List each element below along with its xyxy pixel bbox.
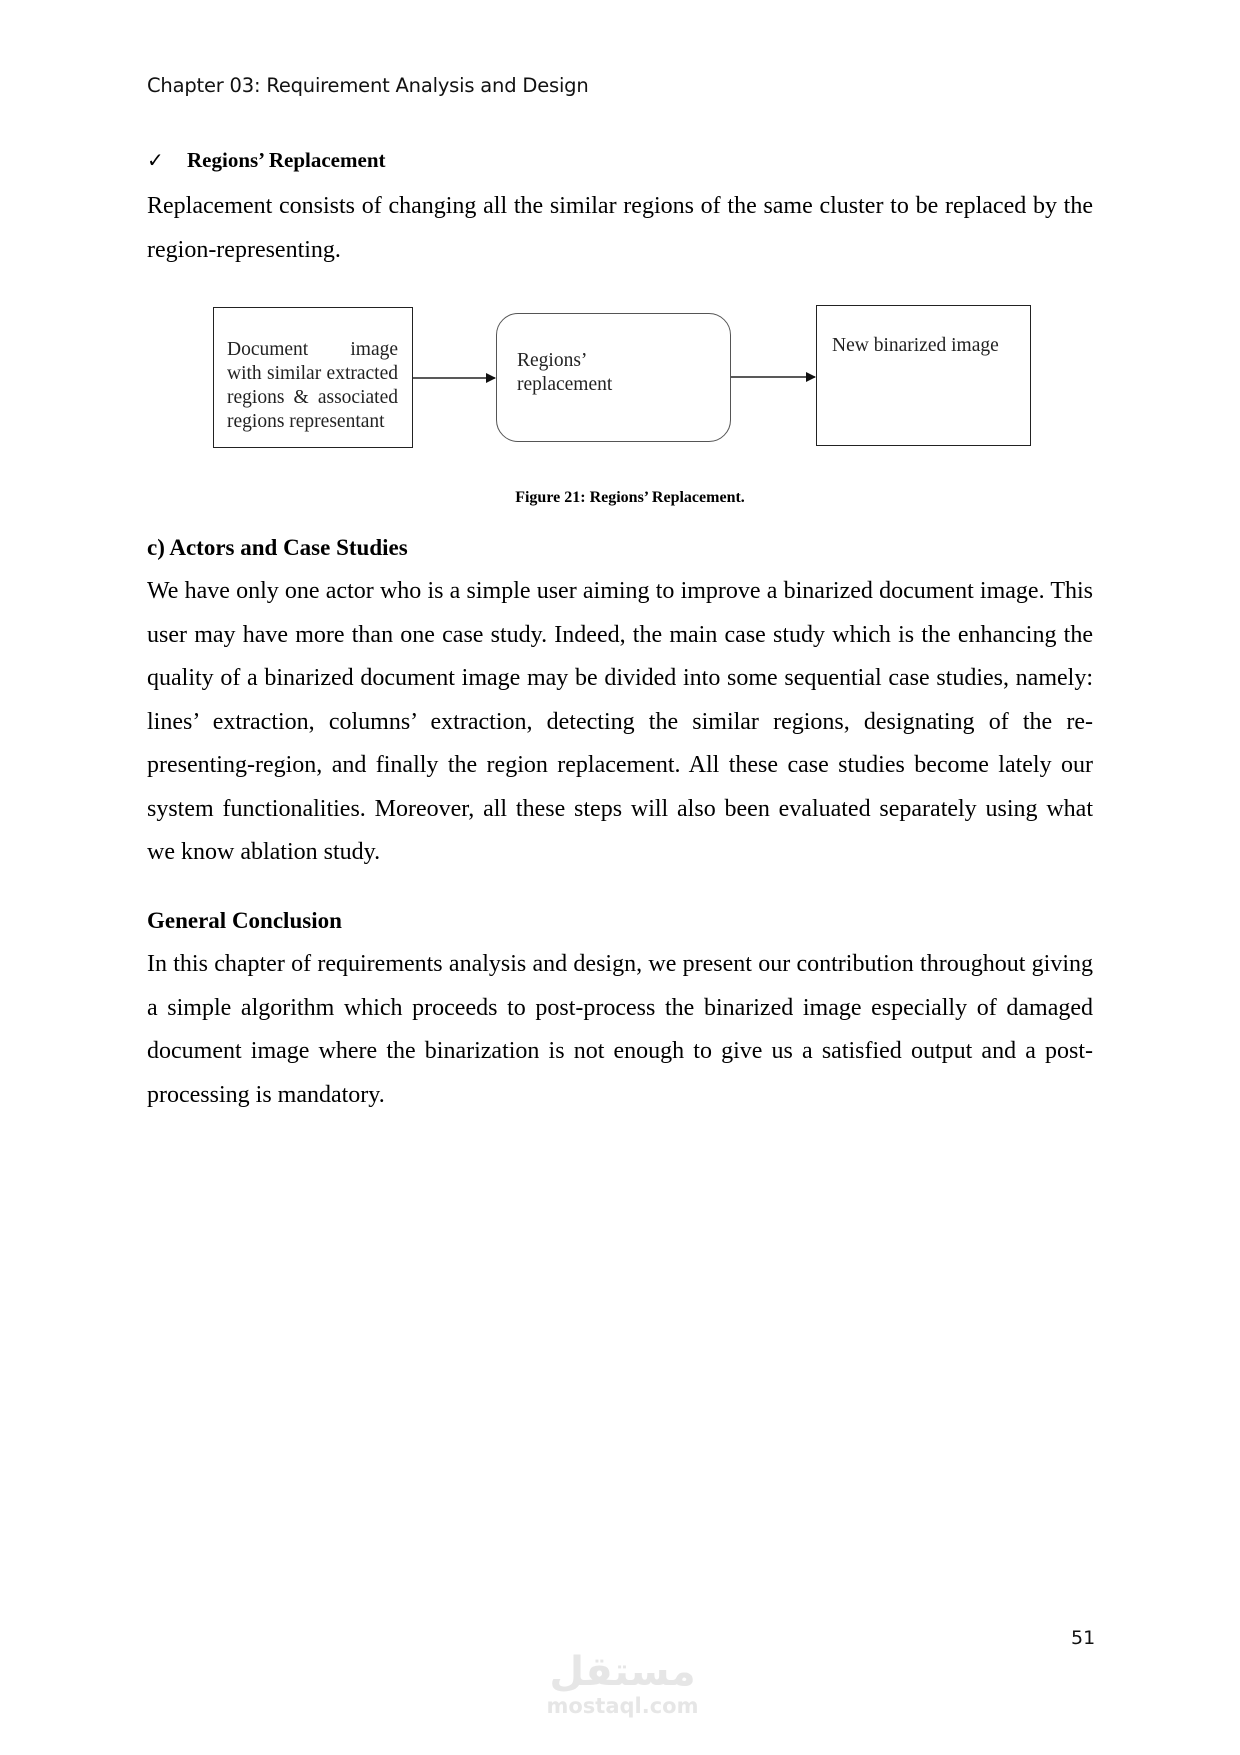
node-text-line: with similar extracted — [227, 363, 398, 384]
watermark-logo — [545, 1650, 700, 1718]
regions-replacement-paragraph — [147, 185, 1093, 272]
node-text-line: replacement — [517, 374, 613, 395]
node-text-line: regions representant — [227, 411, 385, 432]
checkmark-icon: ✓ — [147, 150, 164, 172]
paragraph-text: We have only one actor who is a simple user aiming to improve a binarized document image. This user may have more than one case study. Indeed, the main case study which is the enhancing the quality of a binarized document image may be divided into some sequential case studies, namely: lines’ extraction, columns’ extraction, detecting the similar regions, designating of the re-presenting-region, and finally the region replacement. All these case studies become lately our system functionalities. Moreover, all these steps will also been evaluated separately using what we know ablation study. — [147, 578, 1093, 865]
watermark-latin: mostaql.com — [546, 1694, 699, 1718]
actors-paragraph — [147, 570, 1093, 875]
paragraph-text: In this chapter of requirements analysis and design, we present our contribution throughout giving a simple algorithm which proceeds to post-process the binarized image especially of damaged document image where the binarization is not enough to give us a satisfied output and a post-processing is mandatory. — [147, 951, 1093, 1108]
node-text-line: Document image — [227, 339, 398, 360]
page-number: 51 — [1071, 1627, 1096, 1649]
section-heading-general-conclusion: General Conclusion — [147, 908, 342, 933]
node-text-line: New binarized image — [832, 335, 999, 356]
watermark-arabic: مستقل — [549, 1649, 696, 1695]
figure-caption: Figure 21: Regions’ Replacement. — [515, 489, 745, 506]
conclusion-paragraph — [147, 943, 1093, 1117]
diagram-node-new-binarized-image — [816, 305, 1031, 446]
node-text-line: regions & associated — [227, 387, 398, 408]
paragraph-text: Replacement consists of changing all the similar regions of the same cluster to be replaced by the region-representing. — [147, 193, 1093, 263]
node-text-line: Regions’ — [517, 350, 588, 371]
diagram-node-input-document — [213, 307, 413, 448]
running-header: Chapter 03: Requirement Analysis and Design — [147, 74, 589, 97]
subsection-heading-text: Regions’ Replacement — [187, 148, 386, 172]
subsection-heading-regions-replacement — [147, 148, 386, 173]
section-heading-actors: c) Actors and Case Studies — [147, 535, 408, 560]
diagram-node-regions-replacement — [496, 313, 731, 442]
